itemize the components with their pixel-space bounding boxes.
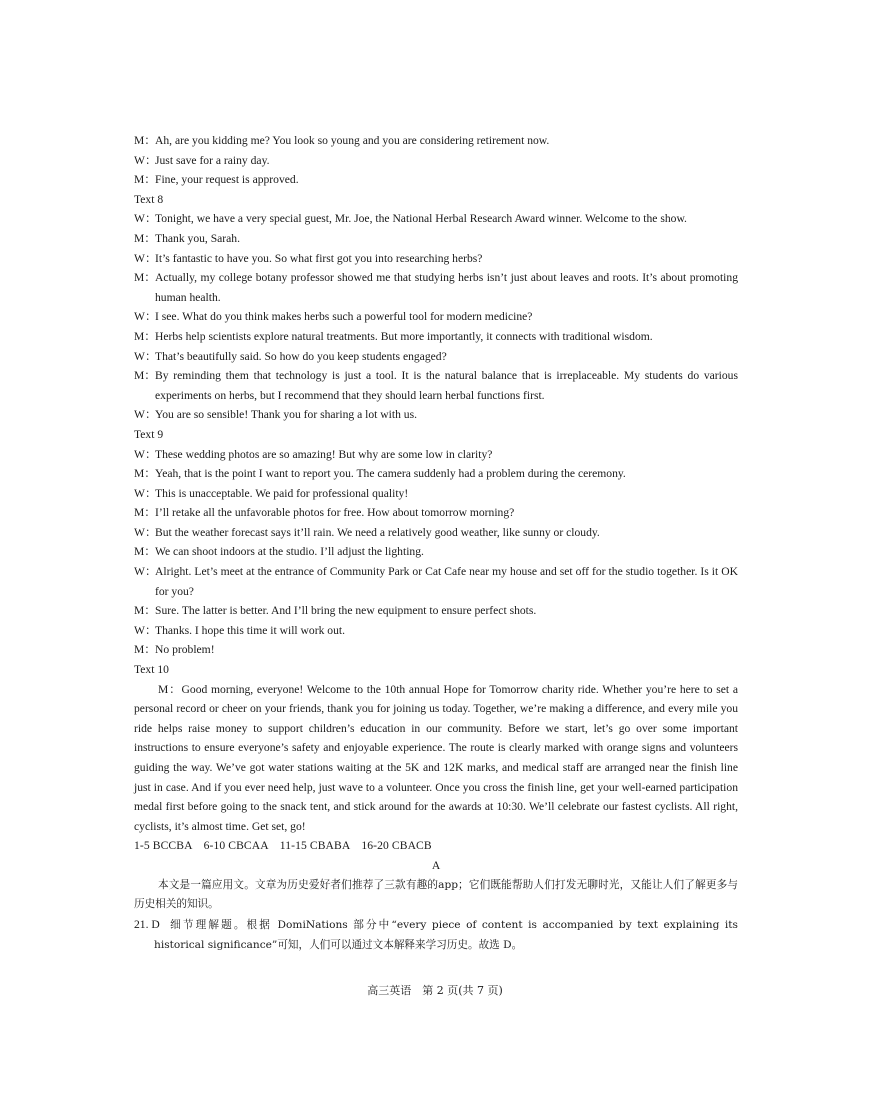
section-intro: 本文是一篇应用文。文章为历史爱好者们推荐了三款有趣的app；它们既能帮助人们打发无聊时光，又能让人们了解更多与历史相关的知识。 xyxy=(134,878,738,911)
dialogue-line xyxy=(134,327,738,347)
dialogue-text: Just save for a rainy day. xyxy=(155,153,270,167)
dialogue-text: Thank you, Sarah. xyxy=(155,231,241,245)
dialogue-line xyxy=(134,307,738,327)
dialogue-line xyxy=(134,445,738,465)
dialogue-line xyxy=(134,131,738,151)
text10-paragraph: M：Good morning, everyone! Welcome to the 10th annual Hope for Tomorrow charity ride. Whether you’re here to set a personal record or cheer on your friends, thank you for joining us today. Together, we’re making a difference, and every mile you ride helps raise money to support children’s education in our community. Before we start, let’s go over some important instructions to ensure everyone’s safety and enjoyable experience. The route is clearly marked with orange signs and volunteers guiding the way. We’ve got water stations waiting at the 5K and 12K marks, and medical staff are arranged near the finish line just in case. And if you ever need help, just wave to a volunteer. Once you cross the finish line, get your well-earned participation medal first before going to the snack tent, and stick around for the awards at 10:30. We’ll celebrate our fastest cyclists. All right, cyclists, it’s almost time. Get set, go! xyxy=(134,682,738,833)
speaker-label: M： xyxy=(134,329,156,343)
dialogue-text: We can shoot indoors at the studio. I’ll adjust the lighting. xyxy=(155,545,424,559)
question-21-answer: 21. D xyxy=(134,917,160,931)
dialogue-line xyxy=(134,523,738,543)
dialogue-text: Tonight, we have a very special guest, Mr. Joe, the National Herbal Research Award winner. Welcome to the show. xyxy=(155,212,687,226)
dialogue-text: But the weather forecast says it’ll rain. We need a relatively good weather, like sunny or cloudy. xyxy=(155,525,600,539)
dialogue-line xyxy=(134,249,738,269)
dialogue-text: Yeah, that is the point I want to report you. The camera suddenly had a problem during the ceremony. xyxy=(155,467,626,481)
dialogue-text: No problem! xyxy=(155,643,215,657)
speaker-label: W： xyxy=(134,212,157,226)
dialogue-text: By reminding them that technology is just a tool. It is the natural balance that is irreplaceable. My students do various experiments on herbs, but I recommend that they should learn herbal functions first. xyxy=(155,369,738,402)
speaker-label: W： xyxy=(134,310,157,324)
dialogue-text: Sure. The latter is better. And I’ll bring the new equipment to ensure perfect shots. xyxy=(155,604,537,618)
answer-key: 1-5 BCCBA 6-10 CBCAA 11-15 CBABA 16-20 CBACB xyxy=(134,839,432,853)
dialogue-line xyxy=(134,484,738,504)
dialogue-text: Thanks. I hope this time it will work out. xyxy=(155,623,345,637)
speaker-label: W： xyxy=(134,447,157,461)
speaker-label: M： xyxy=(134,231,156,245)
dialogue-text: Actually, my college botany professor showed me that studying herbs isn’t just about leaves and roots. It’s about promoting human health. xyxy=(155,271,738,304)
dialogue-line xyxy=(134,503,738,523)
speaker-label: M： xyxy=(134,506,156,520)
speaker-label: M： xyxy=(134,369,156,383)
dialogue-line xyxy=(134,621,738,641)
dialogue-line xyxy=(134,405,738,425)
dialogue-line xyxy=(134,640,738,660)
speaker-label: W： xyxy=(134,349,157,363)
dialogue-line xyxy=(134,229,738,249)
document-body xyxy=(134,131,738,956)
dialogue-line xyxy=(134,601,738,621)
speaker-label: M： xyxy=(134,173,156,187)
dialogue-line xyxy=(134,209,738,229)
speaker-label: M： xyxy=(134,643,156,657)
dialogue-text: You are so sensible! Thank you for sharing a lot with us. xyxy=(155,408,418,422)
dialogue-line xyxy=(134,170,738,190)
section-letter: A xyxy=(431,858,441,872)
dialogue-line xyxy=(134,542,738,562)
speaker-label: W： xyxy=(134,408,157,422)
dialogue-text: This is unacceptable. We paid for professional quality! xyxy=(155,486,409,500)
speaker-label: W： xyxy=(134,623,157,637)
page-footer: 高三英语 第 2 页(共 7 页) xyxy=(367,984,503,997)
dialogue-text: Fine, your request is approved. xyxy=(155,173,299,187)
dialogue-line xyxy=(134,366,738,405)
dialogue-text: I’ll retake all the unfavorable photos for free. How about tomorrow morning? xyxy=(155,506,515,520)
question-21-explanation xyxy=(134,915,738,956)
dialogue-line xyxy=(134,151,738,171)
speaker-label: M： xyxy=(134,467,156,481)
question-21-text: 细节理解题。根据 DomiNations 部分中“every piece of content is accompanied by text explaining its historical significance”可知，人们可以通过文本解释来学习历史。故选 D。 xyxy=(154,918,738,952)
speaker-label: W： xyxy=(134,486,157,500)
dialogue-line xyxy=(134,562,738,601)
dialogue-line xyxy=(134,268,738,307)
dialogue-text: These wedding photos are so amazing! But why are some low in clarity? xyxy=(155,447,493,461)
speaker-label: W： xyxy=(134,565,157,579)
dialogue-text: That’s beautifully said. So how do you keep students engaged? xyxy=(155,349,447,363)
text-heading: Text 10 xyxy=(134,663,169,677)
speaker-label: M： xyxy=(134,604,156,618)
dialogue-transcript xyxy=(134,131,738,680)
speaker-label: W： xyxy=(134,153,157,167)
text-heading: Text 9 xyxy=(134,427,164,441)
text-heading: Text 8 xyxy=(134,192,164,206)
speaker-label: M： xyxy=(134,271,156,285)
dialogue-text: Alright. Let’s meet at the entrance of Community Park or Cat Cafe near my house and set off for the studio together. Is it OK for you? xyxy=(155,565,738,598)
speaker-label: W： xyxy=(134,525,157,539)
speaker-label: M： xyxy=(134,545,156,559)
speaker-label: W： xyxy=(134,251,157,265)
dialogue-text: It’s fantastic to have you. So what first got you into researching herbs? xyxy=(155,251,483,265)
dialogue-text: I see. What do you think makes herbs such a powerful tool for modern medicine? xyxy=(155,310,533,324)
dialogue-text: Ah, are you kidding me? You look so young and you are considering retirement now. xyxy=(155,134,550,147)
speaker-label: M： xyxy=(134,134,156,147)
dialogue-line xyxy=(134,347,738,367)
dialogue-line xyxy=(134,464,738,484)
dialogue-text: Herbs help scientists explore natural treatments. But more importantly, it connects with traditional wisdom. xyxy=(155,329,653,343)
